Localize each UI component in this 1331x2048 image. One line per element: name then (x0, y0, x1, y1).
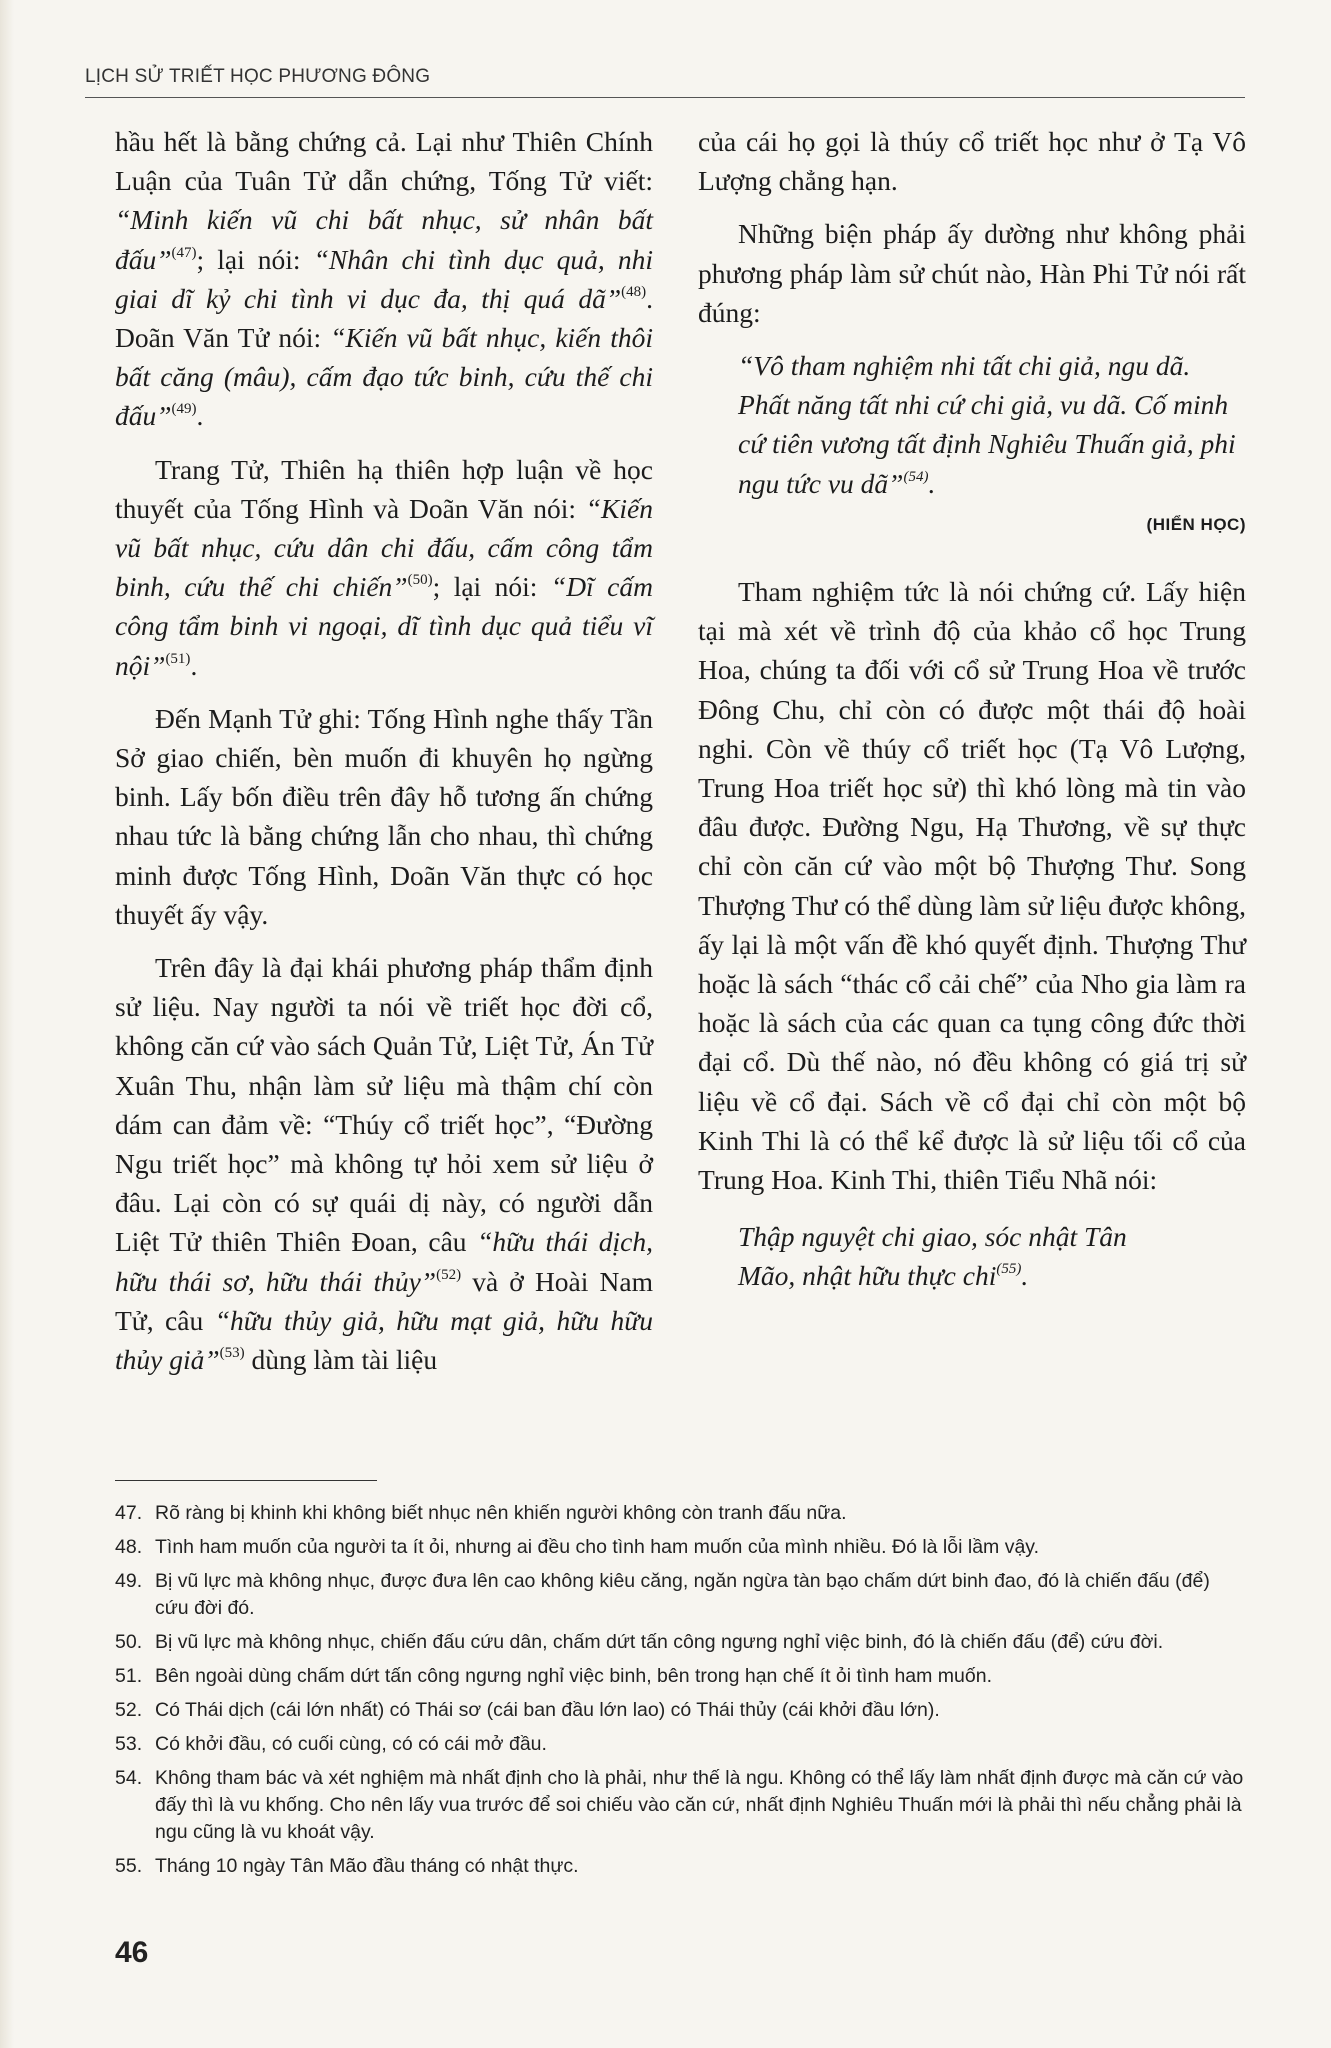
footnote-rule (115, 1480, 377, 1481)
footnote-item (115, 1663, 1245, 1690)
paragraph: hầu hết là bằng chứng cả. Lại như Thiên Chính Luận của Tuân Tử dẫn chứng, Tống Tử viết: “Minh kiến vũ chi bất nhục, sử nhân bất đấu”$^{(47)}$; lại nói: “Nhân chi tình dục quả, nhi giai dĩ kỷ chi tình vi dục đa, thị quá dã”$^{(48)}$. Doãn Văn Tử nói: “Kiến vũ bất nhục, kiến thôi bất căng (mâu), cấm đạo tức binh, cứu thế chi đấu”$^{(49)}$. (115, 126, 653, 432)
footnote-text: Tình ham muốn của người ta ít ỏi, nhưng ai đều cho tình ham muốn của mình nhiều. Đó là lỗi lầm vậy. (155, 1536, 1040, 1558)
footnote-item (115, 1500, 1245, 1527)
right-column (698, 122, 1246, 1296)
paragraph: Trang Tử, Thiên hạ thiên hợp luận về học thuyết của Tống Hình và Doãn Văn nói: “Kiến vũ bất nhục, cứu dân chi đấu, cấm công tẩm binh, cứu thế chi chiến”$^{(50)}$; lại nói: “Dĩ cấm công tẩm binh vi ngoại, dĩ tình dục quả tiểu vĩ nội”$^{(51)}$. (115, 453, 653, 681)
page-edge-shadow (0, 0, 14, 2048)
footnote-item (115, 1629, 1245, 1656)
footnote-item (115, 1765, 1245, 1846)
footnote-ref[interactable]: (49) (171, 401, 197, 418)
paragraph: Tham nghiệm tức là nói chứng cứ. Lấy hiện tại mà xét về trình độ của khảo cổ học Trung Hoa, chúng ta đối với cổ sử Trung Hoa về trước Đông Chu, chỉ còn có được một thái độ hoài nghi. Còn về thúy cổ triết học (Tạ Vô Lượng, Trung Hoa triết học sử) thì khó lòng mà tin vào đâu được. Đường Ngu, Hạ Thương, về sự thực chỉ còn căn cứ vào một bộ Thượng Thư. Song Thượng Thư có thể dùng làm sử liệu được không, ấy lại là một vấn đề khó quyết định. Thượng Thư hoặc là sách “thác cổ cải chế” của Nho gia làm ra hoặc là sách của các quan ca tụng công đức thời đại cổ. Dù thế nào, nó đều không có giá trị sử liệu về cổ đại. Sách về cổ đại chỉ còn một bộ Kinh Thi là có thể kể được là sử liệu tối cổ của Trung Hoa. Kinh Thi, thiên Tiểu Nhã nói: (698, 576, 1246, 1196)
footnote-number: 49. (115, 1570, 143, 1592)
footnote-item (115, 1697, 1245, 1724)
footnote-number: 51. (115, 1665, 143, 1687)
page-number: 46 (115, 1936, 149, 1969)
paragraph: Trên đây là đại khái phương pháp thẩm định sử liệu. Nay người ta nói về triết học đời cổ, không căn cứ vào sách Quản Tử, Liệt Tử, Án Tử Xuân Thu, nhận làm sử liệu mà thậm chí còn dám can đảm về: “Thúy cổ triết học”, “Đường Ngu triết học” mà không tự hỏi xem sử liệu ở đâu. Lại còn có sự quái dị này, có người dẫn Liệt Tử thiên Thiên Đoan, câu “hữu thái dịch, hữu thái sơ, hữu thái thủy”$^{(52)}$ và ở Hoài Nam Tử, câu “hữu thủy giả, hữu mạt giả, hữu hữu thủy giả”$^{(53)}$ dùng làm tài liệu (115, 952, 654, 1376)
footnote-text: Bên ngoài dùng chấm dứt tấn công ngưng nghỉ việc binh, bên trong hạn chế ít ỏi tình ham muốn. (155, 1665, 993, 1687)
poem-line: Thập nguyệt chi giao, sóc nhật Tân (738, 1221, 1127, 1253)
paragraph: Đến Mạnh Tử ghi: Tống Hình nghe thấy Tần Sở giao chiến, bèn muốn đi khuyên họ ngừng binh. Lấy bốn điều trên đây hỗ tương ấn chứng nhau tức là bằng chứng lẫn cho nhau, thì chứng minh được Tống Hình, Doãn Văn thực có học thuyết ấy vậy. (115, 702, 653, 930)
header-rule (85, 97, 1245, 98)
footnote-number: 48. (115, 1536, 143, 1558)
footnote-text: Bị vũ lực mà không nhục, được đưa lên cao không kiêu căng, ngăn ngừa tàn bạo chấm dứt binh đao, đó là chiến đấu (để) cứu đời đó. (155, 1570, 1210, 1619)
paragraph: của cái họ gọi là thúy cổ triết học như ở Tạ Vô Lượng chẳng hạn. (698, 126, 1246, 197)
footnote-item (115, 1568, 1245, 1622)
footnote-text: Rõ ràng bị khinh khi không biết nhục nên khiến người không còn tranh đấu nữa. (155, 1502, 847, 1524)
footnote-number: 54. (115, 1767, 143, 1789)
footnote-ref[interactable]: (55) (996, 1261, 1022, 1278)
paragraph: Những biện pháp ấy dường như không phải phương pháp làm sử chút nào, Hàn Phi Tử nói rất đúng: (698, 218, 1246, 328)
footnote-item (115, 1534, 1245, 1561)
footnote-ref[interactable]: (50) (407, 572, 433, 589)
footnote-text: Có khởi đầu, có cuối cùng, có có cái mở đầu. (155, 1733, 547, 1755)
quote-source: (HIỂN HỌC) (1146, 514, 1246, 534)
poem-line: Mão, nhật hữu thực chi$^{(55)}$. (738, 1260, 1029, 1292)
footnote-text: Tháng 10 ngày Tân Mão đầu tháng có nhật thực. (155, 1855, 579, 1877)
footnote-text: Không tham bác và xét nghiệm mà nhất định cho là phải, như thế là ngu. Không có thể lấy làm nhất định được mà căn cứ vào đấy thì là vu khống. Cho nên lấy vua trước để soi chiếu vào căn cứ, nhất định Nghiêu Thuấn mới là phải thì nếu chẳng phải là ngu cũng là vu khoát vậy. (155, 1767, 1244, 1843)
footnote-number: 55. (115, 1855, 143, 1877)
footnote-number: 50. (115, 1631, 143, 1653)
footnote-text: Bị vũ lực mà không nhục, chiến đấu cứu dân, chấm dứt tấn công ngưng nghỉ việc binh, đó là chiến đấu (để) cứu đời. (155, 1631, 1164, 1653)
footnote-number: 53. (115, 1733, 143, 1755)
footnote-ref[interactable]: (54) (903, 468, 929, 485)
footnote-ref[interactable]: (52) (436, 1266, 462, 1283)
footnote-ref[interactable]: (48) (621, 283, 647, 300)
footnote-text: Có Thái dịch (cái lớn nhất) có Thái sơ (cái ban đầu lớn lao) có Thái thủy (cái khởi đầu lớn). (155, 1699, 940, 1721)
footnote-ref[interactable]: (47) (171, 244, 197, 261)
running-header: LỊCH SỬ TRIẾT HỌC PHƯƠNG ĐÔNG (85, 66, 431, 87)
footnote-number: 47. (115, 1502, 143, 1524)
footnote-ref[interactable]: (53) (219, 1345, 245, 1362)
footnote-ref[interactable]: (51) (165, 650, 191, 667)
footnotes (115, 1500, 1245, 1887)
left-column (115, 122, 653, 1393)
footnote-item (115, 1853, 1245, 1880)
poem-quote (698, 1217, 1246, 1295)
block-quote: “Vô tham nghiệm nhi tất chi giả, ngu dã. Phất năng tất nhi cứ chi giả, vu dã. Cố minh cứ tiên vương tất định Nghiêu Thuấn giả, phi ngu tức vu dã”$^{(54)}$. (738, 350, 1236, 499)
footnote-number: 52. (115, 1699, 143, 1721)
footnote-item (115, 1731, 1245, 1758)
